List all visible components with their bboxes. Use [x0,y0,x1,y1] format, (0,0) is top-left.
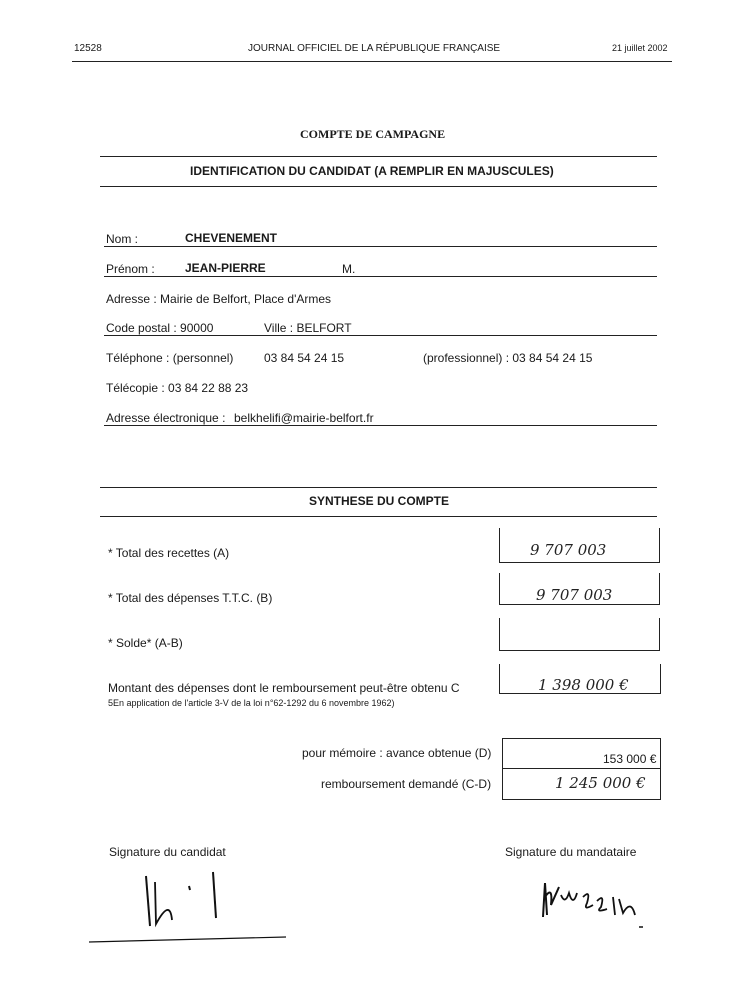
identification-bottom-rule [100,186,657,187]
email-value: belkhelifi@mairie-belfort.fr [234,411,374,425]
page-title: COMPTE DE CAMPAGNE [300,127,446,141]
telephone-professionnel: (professionnel) : 03 84 54 24 15 [423,351,593,365]
email-rule [104,425,657,426]
montant-label: Montant des dépenses dont le remboursement peut-être obtenu C [108,681,460,695]
prenom-label: Prénom : [106,262,155,276]
synthese-top-rule [100,487,657,488]
signature-mandataire [535,875,655,937]
telephone-value: 03 84 54 24 15 [264,351,345,365]
identification-heading: IDENTIFICATION DU CANDIDAT (A REMPLIR EN MAJUSCULES) [190,164,554,178]
synthese-bottom-rule [100,516,657,517]
recettes-label: * Total des recettes (A) [108,546,230,560]
prenom-value: JEAN-PIERRE [185,261,266,275]
synthese-heading: SYNTHESE DU COMPTE [309,494,450,508]
issue-date: 21 juillet 2002 [612,43,668,53]
code-postal: Code postal : 90000 [106,321,214,335]
nom-label: Nom : [106,232,139,246]
identification-top-rule [100,156,657,157]
email-label: Adresse électronique : [106,411,226,425]
memoire-label: pour mémoire : avance obtenue (D) [302,746,492,760]
header-rule [72,61,672,62]
depenses-label: * Total des dépenses T.T.C. (B) [108,591,273,605]
adresse: Adresse : Mairie de Belfort, Place d'Armes [106,292,332,306]
telecopie: Télécopie : 03 84 22 88 23 [106,381,249,395]
ville: Ville : BELFORT [264,321,352,335]
montant-value: 1 398 000 € [538,676,629,694]
telephone-label: Téléphone : (personnel) [106,351,234,365]
solde-box [499,618,660,651]
signature-candidat-label: Signature du candidat [109,845,226,859]
journal-title: JOURNAL OFFICIEL DE LA RÉPUBLIQUE FRANÇAISE [248,43,501,54]
signature-mandataire-label: Signature du mandataire [505,845,637,859]
montant-note: 5En application de l'article 3-V de la loi n°62-1292 du 6 novembre 1962) [108,698,395,708]
solde-label: * Solde* (A-B) [108,636,183,650]
recettes-value: 9 707 003 [530,541,607,559]
prenom-rule [104,276,657,277]
memoire-value: 153 000 € [603,752,657,766]
code-postal-rule [104,335,657,336]
nom-value: CHEVENEMENT [185,231,278,245]
remboursement-value: 1 245 000 € [555,774,646,792]
remboursement-label: remboursement demandé (C-D) [321,777,492,791]
civilite: M. [342,262,356,276]
nom-rule [104,246,657,247]
page-number: 12528 [74,43,102,54]
signature-candidat [86,868,296,950]
depenses-value: 9 707 003 [536,586,613,604]
